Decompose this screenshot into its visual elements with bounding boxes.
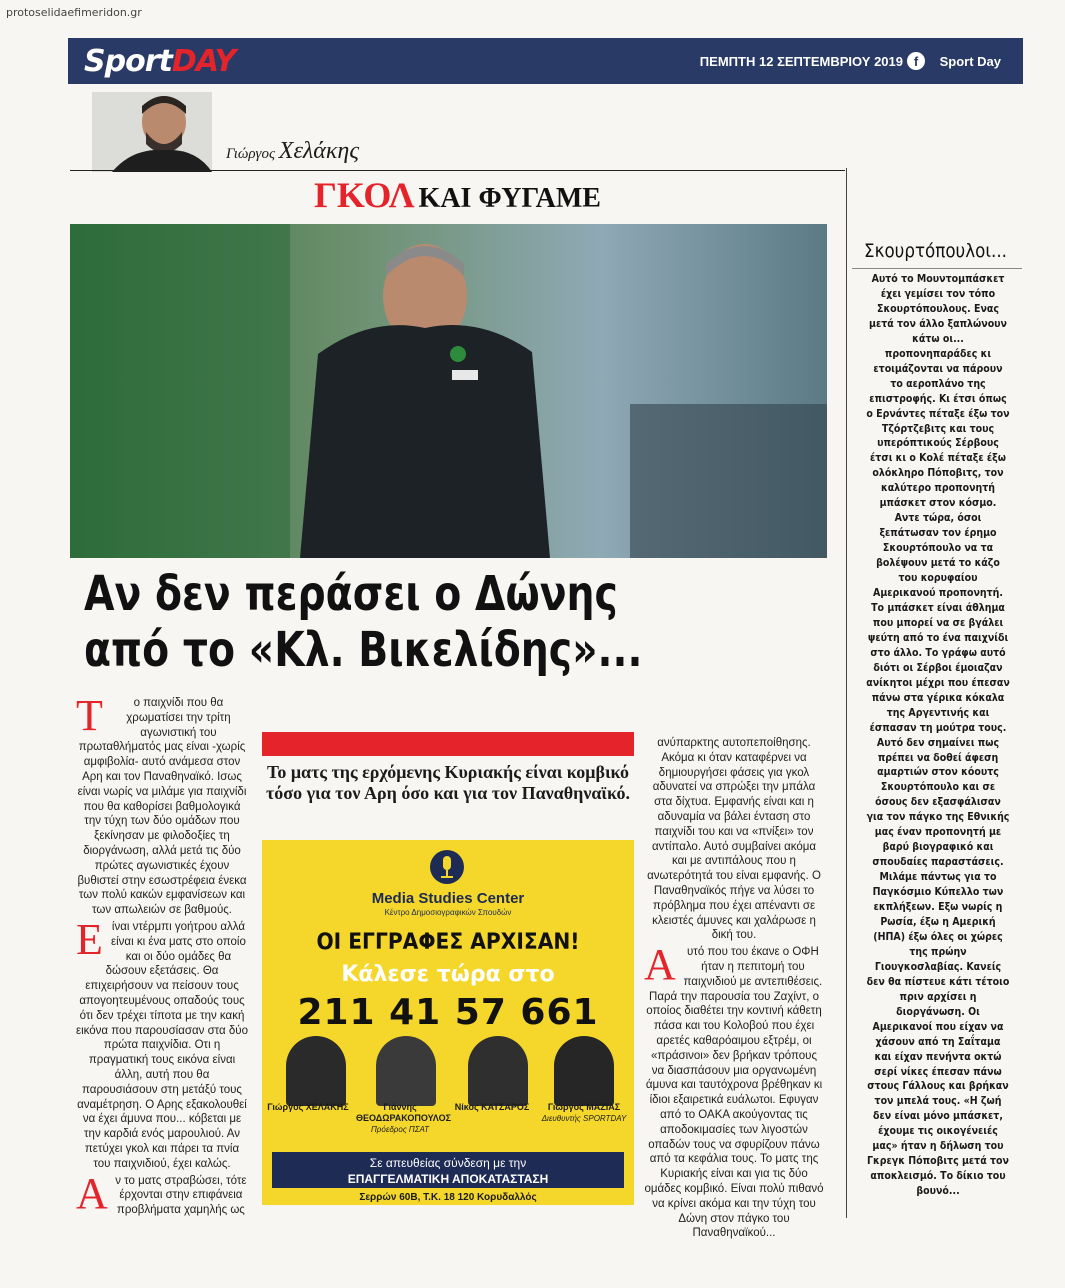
- byline: [226, 138, 359, 165]
- article-column-3: ανύπαρκτης αυτοπεποίθησης. Ακόμα κι όταν καταφέρνει να δημιουργήσει φάσεις για γκολ αδυνατεί να σπρώξει την μπάλα στα δίχτυα. Εμφανής είναι και η αδυναμία να βάλει ένταση στο παιχνίδι του και να «πνίξει» τον αντίπαλο. Αυτό συμβαίνει ακόμα και με αντιπάλους που η ανωτερότητά του είναι εμφανής. Ο Παναθηναϊκός πήγε να λύσει το πρόβλημα που έχει απέναντι σε κλειστές άμυνες και χαλάρωσε η δική του. Αυτό που του έκανε ο ΟΦΗ ήταν η πεπιτομή του παιχνιδιού με αντεπιθέσεις. Παρά την παρουσία του Ζαχίντ, ο οποίος διαθέτει την κοντινή κάθετη πάσα και του Κολοβού που έχει αρετές καθαρόαιμου εξτρέμ, οι «πράσινοι» δεν βρήκαν τρόπους να διασπάσουν μια οργανωμένη άμυνα και ταυτόχρονα βρέθηκαν κι ίδιοι εξαιρετικά ευάλωτοι. Εφυγαν από το ΟΑΚΑ ακούγοντας τις αποδοκιμασίες των λιγοστών οπαδών τους να σφυρίζουν πάνω από τα κεφάλια τους. Το ματς της Κυριακής είναι και για τις δύο ομάδες κομβικό. Είναι πολύ πιθανό να κρίνει ακόμα και την τύχη του Δώνη στον πάγκο του Παναθηναϊκού...: [644, 737, 824, 1240]
- headline-line-2: από το «Κλ. Βικελίδης»...: [84, 622, 643, 678]
- coach-photo: [70, 224, 827, 558]
- social-label: Sport Day: [939, 54, 1001, 69]
- issue-date: ΠΕΜΠΤΗ 12 ΣΕΠΤΕΜΒΡΙΟΥ 2019: [699, 54, 903, 69]
- pullquote: Το ματς της ερχόμενης Κυριακής είναι κομβικό τόσο για τον Αρη όσο και για τον Παναθηναϊκό.: [265, 762, 630, 803]
- site-watermark: protoselidaefimeridon.gr: [6, 6, 142, 19]
- advert-person: Γιάννης ΘΕΟΔΩΡΑΚΟΠΟΥΛΟΣ Πρόεδρος ΠΣΑΤ: [356, 1102, 451, 1134]
- advert-banner: Σε απευθείας σύνδεση με την ΕΠΑΓΓΕΛΜΑΤΙΚΗ ΑΠΟΚΑΤΑΣΤΑΣΗ: [272, 1152, 624, 1188]
- advert-portraits: [282, 1036, 614, 1106]
- masthead-bar: [68, 38, 1023, 84]
- microphone-logo-icon: [430, 850, 464, 884]
- article-paragraph: ο παιχνίδι που θα χρωματίσει την τρίτη αγωνιστική του πρωταθλήματός μας είναι -χωρίς αμφιβολία- αυτό ανάμεσα στον Αρη και τον Παναθηναϊκό. Ισως είναι νωρίς να μιλάμε για παιχνίδι που θα καθορίσει βαθμολογικά την τύχη των δύο ομάδων που ξεκίνησαν με φιλοδοξίες τη διοργάνωση, αλλά μετά τις δύο πρώτες αγωνιστικές έχουν βυθιστεί στην εσωστρέφεια ένεκα των πολύ κακών εμφανίσεων και των απωλειών σε βαθμούς.: [77, 697, 247, 917]
- author-last-name: Χελάκης: [278, 138, 360, 164]
- article-paragraph: ν το ματς στραβώσει, τότε έρχονται στην επιφάνεια προβλήματα χαμηλής ως: [115, 1174, 247, 1217]
- advert-org-sub: Κέντρο Δημοσιογραφικών Σπουδών: [384, 908, 512, 917]
- logo-sport: Sport: [84, 44, 172, 79]
- kicker-red: ΓΚΟΛ: [314, 175, 415, 215]
- article-paragraph: υτό που του έκανε ο ΟΦΗ ήταν η πεπιτομή του παιχνιδιού με αντεπιθέσεις. Παρά την παρουσία του Ζαχίντ, ο οποίος διαθέτει την κοντινή κάθετη πάσα και του Κολοβού που έχει αρετές καθαρόαιμου εξτρέμ, οι «πράσινοι» δεν βρήκαν τρόπους να διασπάσουν μια οργανωμένη άμυνα και ταυτόχρονα βρέθηκαν κι ίδιοι εξαιρετικά ευάλωτοι. Εφυγαν από το ΟΑΚΑ ακούγοντας τις αποδοκιμασίες των λιγοστών οπαδών τους να σφυρίζουν πάνω από τα κεφάλια τους. Το ματς της Κυριακής είναι και για τις δύο ομάδες κομβικό. Είναι πολύ πιθανό να κρίνει ακόμα και την τύχη του Δώνη στον πάγκο του Παναθηναϊκού...: [644, 946, 824, 1240]
- portrait-image: [554, 1036, 614, 1106]
- section-rule: [70, 170, 845, 171]
- advert-phone[interactable]: 211 41 57 661: [297, 992, 599, 1033]
- portrait-image: [376, 1036, 436, 1106]
- advert-person: Νίκος ΚΑΤΣΑΡΟΣ: [454, 1102, 530, 1112]
- sidebar-body: Αυτό το Μουντομπάσκετ έχει γεμίσει τον τόπο Σκουρτόπουλους. Ενας μετά τον άλλο ξαπλώνουν κάτω οι... προπονηπαράδες κι ετοιμάζονται να πάρουν το αεροπλάνο της επιστροφής. Κι έτσι όπως ο Ερνάντες πέταξε έξω τον Τζόρτζεβιτς και τους υπερόπτικούς Σέρβους έτσι κι ο Κολέ πέταξε έξω ολόκληρο Πόποβιτς, τον καλύτερο προπονητή μπάσκετ στον κόσμο. Αντε τώρα, όσοι ξεπάτωσαν τον έρημο Σκουρτόπουλο να τα βολέψουν μετά το κάζο του κορυφαίου Αμερικανού προπονητή. Το μπάσκετ είναι άθλημα που μπορεί να σε βγάλει ψεύτη από το ένα παιχνίδι στο άλλο. Το γράφω αυτό διότι οι Σέρβοι έμοιαζαν ανίκητοι μέχρι που έπεσαν πάνω στα γέρικα κόκαλα της Αργεντινής και έσπασαν τη μούτρα τους. Αυτό δεν σημαίνει πως πρέπει να δοθεί άφεση αμαρτιών στον κόουτς Σκουρτόπουλο και σε όσους δεν εξασφάλισαν για τον πάγκο της Εθνικής μας έναν προπονητή με βαρύ βιογραφικό και σπουδαίες παραστάσεις. Μιλάμε πάντως για το Παγκόσμιο Κύπελλο των εκπλήξεων. Εξω νωρίς η Ρωσία, έξω η Αμερική (ΗΠΑ) έξω όλες οι χώρες της πρώην Γιουγκοσλαβίας. Κανείς δεν θα πίστευε κάτι τέτοιο πριν αρχίσει η διοργάνωση. Οι Αμερικανοί που είχαν να χάσουν από τη Σαΐταμα και είχαν πενήντα οκτώ σερί νίκες έπεσαν πάνω στους Γάλλους και βρήκαν τον μπελά τους. «Η ζωή δεν είναι μόνο μπάσκετ, έχουμε τις οικογένειές μας» ήταν η δήλωση του Γκρεγκ Πόποβιτς μετά τον αποκλεισμό. Το δίκιο του βουνό...: [866, 273, 1010, 1198]
- pullquote-bar: [262, 732, 634, 756]
- media-studies-advert[interactable]: [262, 840, 634, 1205]
- advert-person: Γιώργος ΧΕΛΑΚΗΣ: [267, 1102, 349, 1112]
- article-paragraph: ίναι ντέρμπι γοήτρου αλλά είναι κι ένα ματς στο οποίο και οι δύο ομάδες θα δώσουν εξετάσεις. Θα επιχειρήσουν να πείσουν τους απογοητευμένους οπαδούς τους ότι δεν τρέχει τίποτα με την κακή εικόνα που παρουσίασαν στα δύο πρώτα παιχνίδια. Οτι η πραγματική τους εικόνα είναι άλλη, αυτή που θα παρουσιάσουν στη μετάξύ τους αναμέτρηση. Ο Αρης εξακολουθεί να έχει άμυνα που... κόβεται με την καρδιά ενός μαρουλιού. Αν πετύχει γκολ και πάρει τα πνία του παιχνιδιού, έχει καλώς.: [76, 920, 248, 1170]
- sidebar-title: Σκουρτόπουλοι...: [864, 240, 1007, 262]
- author-avatar: [92, 92, 212, 172]
- facebook-icon: f: [907, 52, 925, 70]
- portrait-image: [286, 1036, 346, 1106]
- headline-line-1: Αν δεν περάσει ο Δώνης: [84, 566, 618, 622]
- advert-call: Κάλεσε τώρα στο: [341, 962, 555, 987]
- sidebar-rule: [852, 268, 1022, 269]
- author-first-name: Γιώργος: [226, 146, 276, 162]
- advert-headline: ΟΙ ΕΓΓΡΑΦΕΣ ΑΡΧΙΣΑΝ!: [316, 930, 580, 955]
- column-divider: [846, 168, 847, 1218]
- kicker-dark: ΚΑΙ ΦΥΓΑΜΕ: [418, 183, 601, 214]
- main-headline: [84, 566, 691, 678]
- logo-day: DAY: [171, 44, 236, 79]
- advert-address: Σερρών 60Β, Τ.Κ. 18 120 Κορυδαλλός: [359, 1192, 537, 1203]
- advert-org: Media Studies Center: [371, 890, 525, 907]
- article-paragraph: ανύπαρκτης αυτοπεποίθησης. Ακόμα κι όταν καταφέρνει να δημιουργήσει φάσεις για γκολ αδυνατεί να σπρώξει την μπάλα στα δίχτυα. Εμφανής είναι και η αδυναμία να βάλει ένταση στο παιχνίδι του και να «πνίξει» τον αντίπαλο. Αυτό συμβαίνει ακόμα και με αντιπάλους που η ανωτερότητά του είναι εμφανής. Ο Παναθηναϊκός πήγε να λύσει το πρόβλημα που έχει απέναντι σε κλειστές άμυνες και χαλάρωσε η δική του.: [647, 737, 821, 942]
- article-kicker: [70, 174, 845, 216]
- article-column-1: Τ ο παιχνίδι που θα χρωματίσει την τρίτη αγωνιστική του πρωταθλήματός μας είναι -χωρίς αμφιβολία- αυτό ανάμεσα στον Αρη και τον Παναθηναϊκό. Ισως είναι νωρίς να μιλάμε για παιχνίδι που θα καθορίσει βαθμολογικά την τύχη των δύο ομάδων που ξεκίνησαν με φιλοδοξίες τη διοργάνωση, αλλά μετά τις δύο πρώτες αγωνιστικές έχουν βυθιστεί στην εσωστρέφεια ένεκα των πολύ κακών εμφανίσεων και των απωλειών σε βαθμούς. Είναι ντέρμπι γοήτρου αλλά είναι κι ένα ματς στο οποίο και οι δύο ομάδες θα δώσουν εξετάσεις. Θα επιχειρήσουν να πείσουν τους απογοητευμένους οπαδούς τους ότι δεν τρέχει τίποτα με την κακή εικόνα που παρουσίασαν στα δύο πρώτα παιχνίδια. Οτι η πραγματική τους εικόνα είναι άλλη, αυτή που θα παρουσιάσουν στη μετάξύ τους αναμέτρηση. Ο Αρης εξακολουθεί να έχει άμυνα που... κόβεται με την καρδιά ενός μαρουλιού. Αν πετύχει γκολ και πάρει τα πνία του παιχνιδιού, έχει καλώς. Αν το ματς στραβώσει, τότε έρχονται στην επιφάνεια προβλήματα χαμηλής ως: [76, 691, 248, 1218]
- portrait-image: [468, 1036, 528, 1106]
- advert-person: Γιώργος ΜΑΖΙΑΣ Διευθυντής SPORTDAY: [541, 1102, 627, 1123]
- sportday-logo: [84, 44, 235, 79]
